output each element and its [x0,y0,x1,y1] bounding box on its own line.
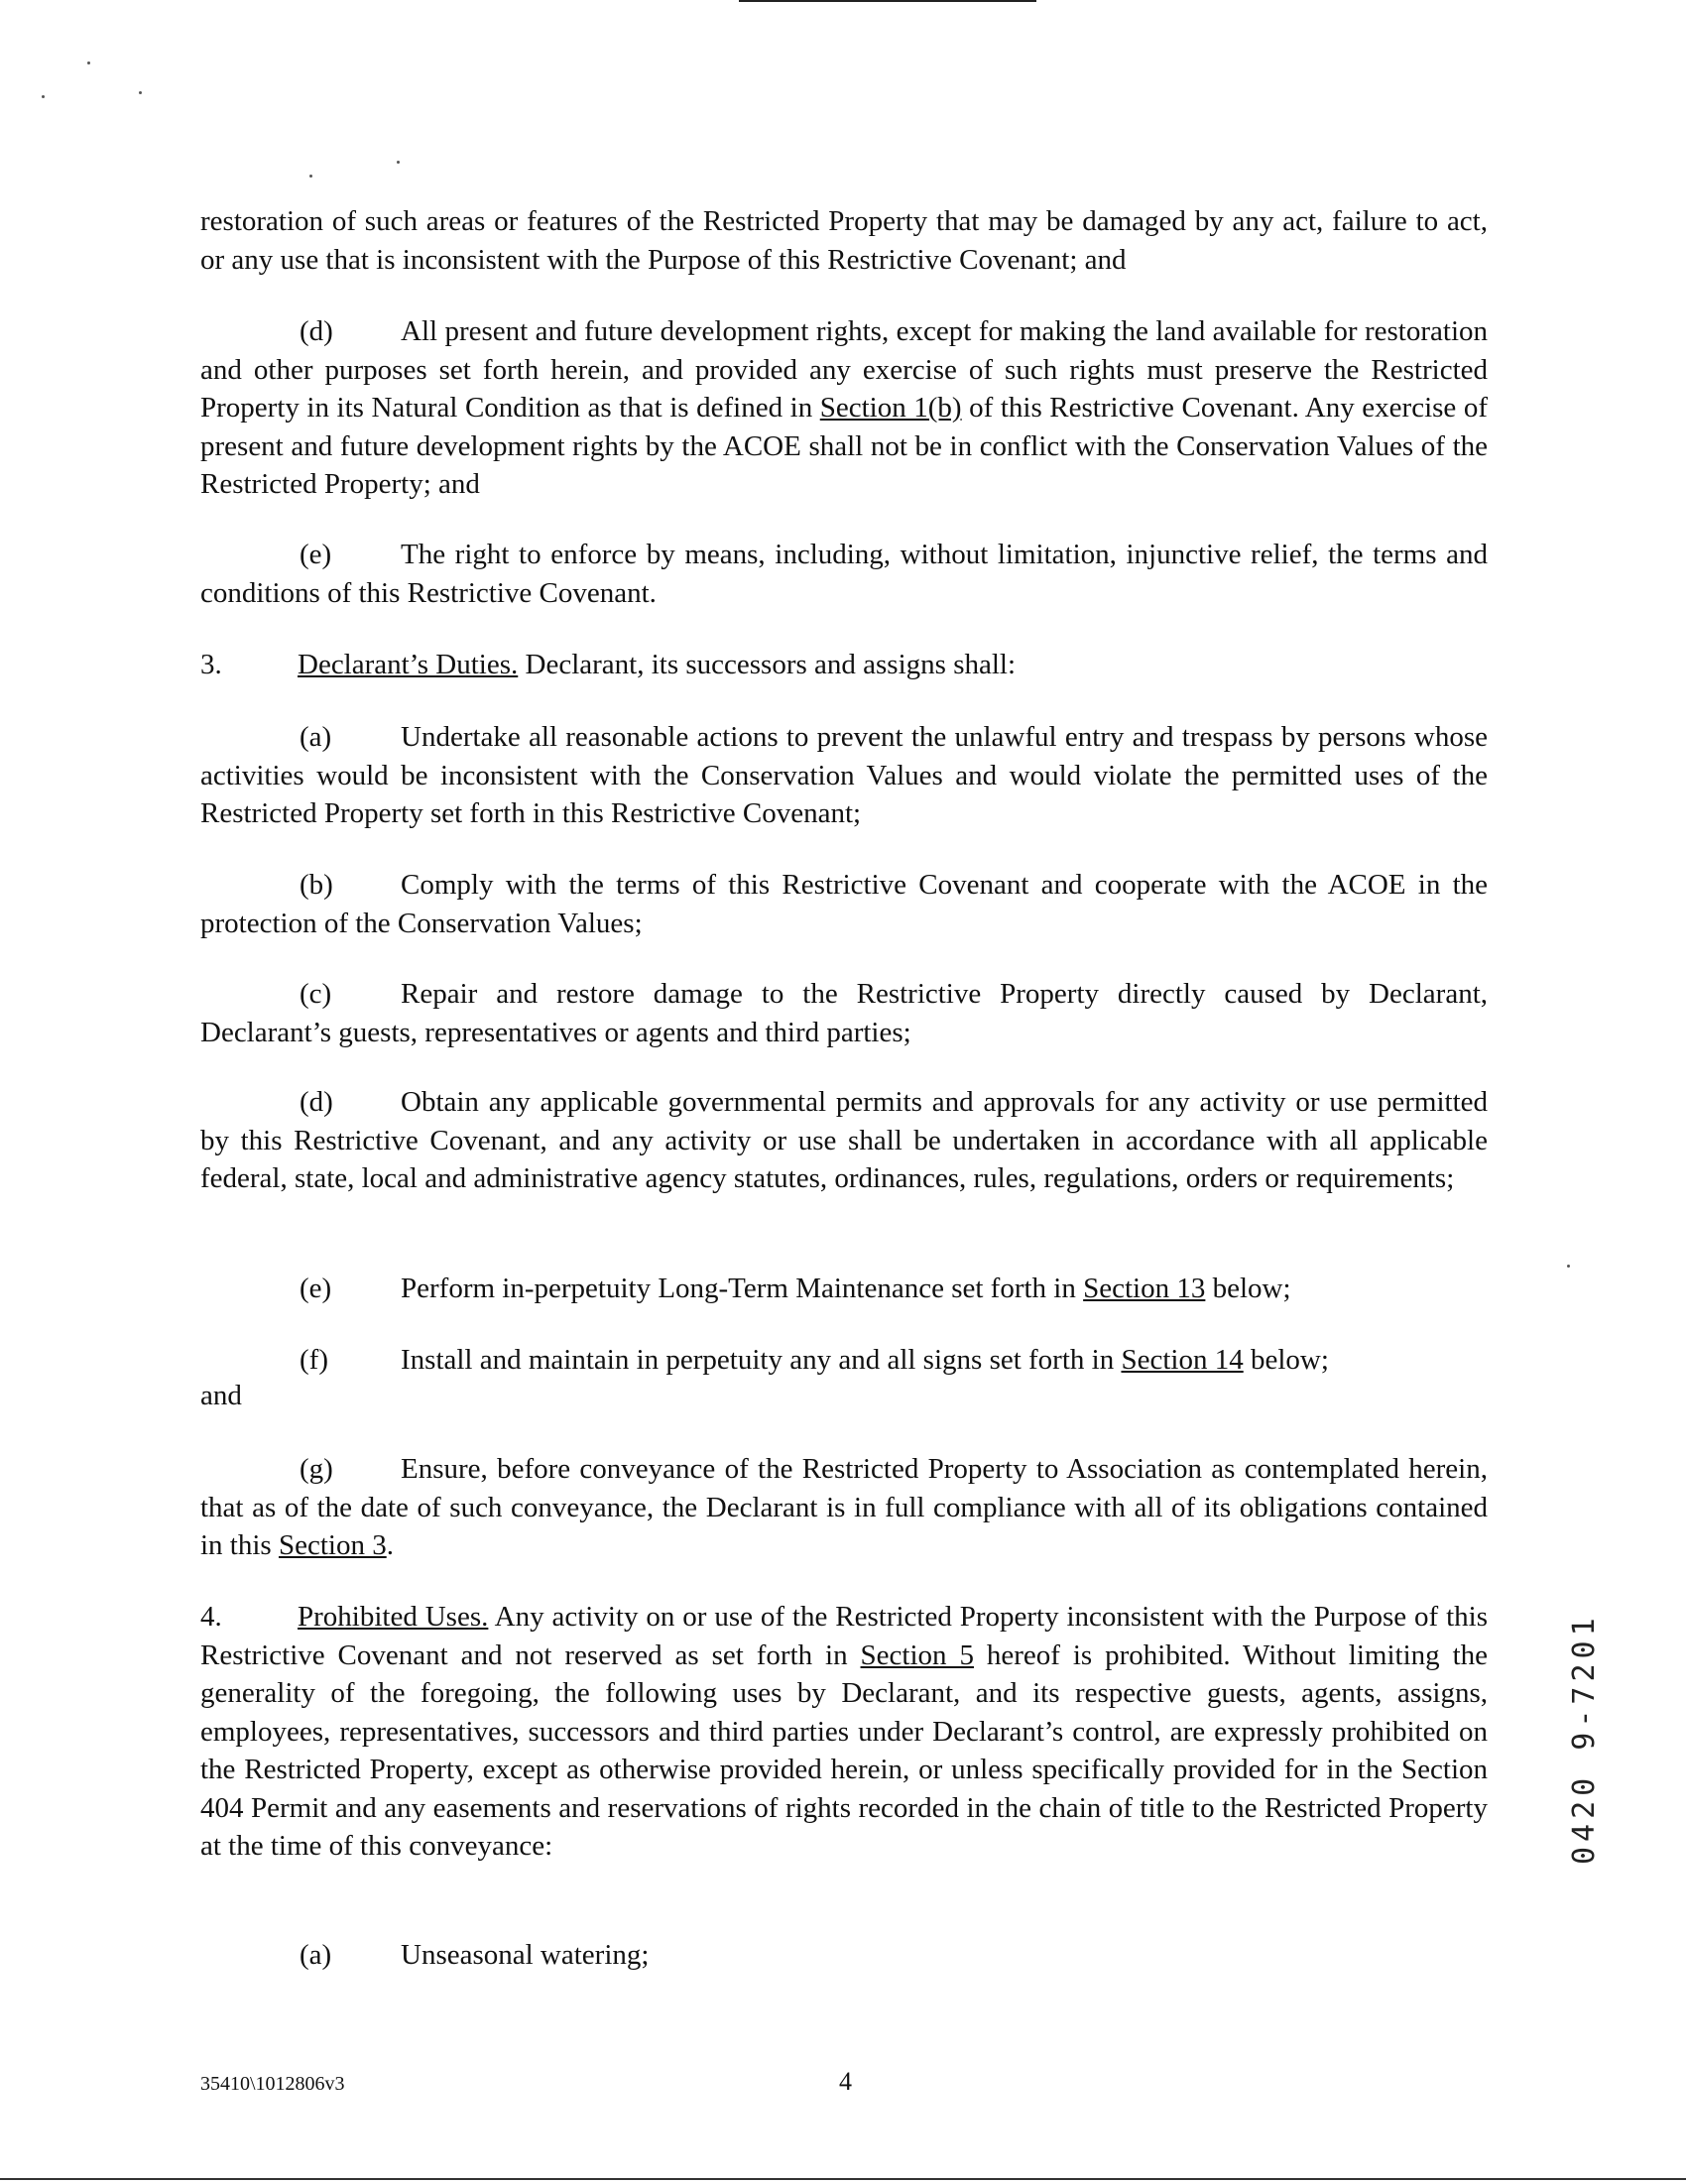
section3-item-e [200,1270,1488,1308]
item-label: (a) [300,1939,332,1971]
item-label: (d) [300,1086,333,1118]
section4-item-a [200,1936,1488,1975]
footer-document-id: 35410\1012806v3 [200,2073,345,2095]
intro-text: restoration of such areas or features of the Restricted Property that may be damaged by any act, failure to act, or any use that is inconsistent with the Purpose of this Restrictive Covenant; and [200,205,1488,276]
section3-item-b [200,866,1488,942]
section-text: Any activity on or use of the Restricted Property inconsistent with the Purpose of this Restrictive Covenant and not reserved as set forth in [200,1601,1489,1671]
item-label: (g) [300,1453,333,1485]
section3-item-d [200,1083,1488,1198]
margin-recording-stamp: 0420 9-7201 [1567,1613,1602,1865]
bottom-edge-rule [0,2178,1686,2180]
section3-item-g [200,1450,1488,1565]
item-text: below; [1205,1273,1291,1304]
item-label: (c) [300,978,332,1010]
section2-item-d [200,312,1488,504]
item-text: Obtain any applicable governmental permits and approvals for any activity or use permitted by this Restrictive Covenant, and any activity or use shall be undertaken in accordance with all applicable federal, state, local and administrative agency statutes, ordinances, rules, regulations, orders or requirements; [200,1086,1488,1194]
section-reference-link: Section 3 [278,1529,387,1561]
and-conjunction: and [200,1380,242,1411]
top-edge-rule [739,0,1036,2]
item-label: (f) [300,1344,328,1376]
section-heading: Prohibited Uses. [298,1601,489,1633]
section2-item-e [200,536,1488,612]
item-label: (b) [300,869,333,901]
intro-paragraph [200,202,1488,279]
item-label: (e) [300,539,332,570]
section-heading: Declarant’s Duties. [298,649,519,680]
section3-item-a [200,718,1488,833]
section-intro: Declarant, its successors and assigns shall: [518,649,1017,680]
section-reference-link: Section 1(b) [819,392,962,424]
section3-heading-paragraph [200,646,1488,684]
section3-item-c [200,975,1488,1051]
item-text: Perform in-perpetuity Long-Term Maintenance set forth in [401,1273,1084,1304]
item-label: (d) [300,315,333,347]
item-text: Unseasonal watering; [401,1939,650,1971]
item-text: Install and maintain in perpetuity any and all signs set forth in [401,1344,1122,1376]
scan-speck [309,175,312,178]
item-text: of this Restrictive Covenant. Any exercise of present and future development rights by the ACOE shall not be in conflict with the Conservation Values of the Restricted Property; and [200,392,1488,500]
item-text: All present and future development rights, except for making the land available for restoration and other purposes set forth herein, and provided any exercise of such rights must preserve the Restricted Property in its Natural Condition as that is defined in [200,315,1488,424]
item-label: (a) [300,721,332,753]
section3-item-f [200,1341,1488,1380]
section4-paragraph [200,1598,1488,1866]
section-reference-link: Section 14 [1121,1344,1244,1376]
section-number: 3. [200,649,222,680]
item-text: Undertake all reasonable actions to prevent the unlawful entry and trespass by persons whose activities would be inconsistent with the Conservation Values and would violate the permitted uses of the Restricted Property set forth in this Restrictive Covenant; [200,721,1488,829]
section-text: hereof is prohibited. Without limiting the generality of the foregoing, the following uses by Declarant, and its respective guests, agents, assigns, employees, representatives, successors and third parties under Declarant’s control, are expressly prohibited on the Restricted Property, except as otherwise provided herein, or unless specifically provided for in the Section 404 Permit and any easements and reservations of rights recorded in the chain of title to the Restricted Property at the time of this conveyance: [200,1638,1488,1862]
section-reference-link: Section 13 [1083,1273,1206,1304]
page-number: 4 [839,2067,852,2096]
section-number: 4. [200,1601,222,1633]
item-text: below; [1243,1344,1329,1376]
item-text: Ensure, before conveyance of the Restricted Property to Association as contemplated herein, that as of the date of such conveyance, the Declarant is in full compliance with all of its obligations contained in this [200,1453,1488,1561]
item-label: (e) [300,1273,332,1304]
section-reference-link: Section 5 [860,1638,974,1671]
item-text: Repair and restore damage to the Restrictive Property directly caused by Declarant, Declarant’s guests, representatives or agents and third parties; [200,978,1488,1048]
scan-speck [1567,1265,1570,1268]
scan-speck [397,161,400,164]
scan-speck [87,61,90,64]
item-text: Comply with the terms of this Restrictive Covenant and cooperate with the ACOE in the protection of the Conservation Values; [200,869,1488,939]
scan-speck [139,91,142,94]
scan-speck [42,95,45,98]
item-text: The right to enforce by means, including, without limitation, injunctive relief, the terms and conditions of this Restrictive Covenant. [200,539,1488,609]
item-text: . [386,1529,394,1561]
